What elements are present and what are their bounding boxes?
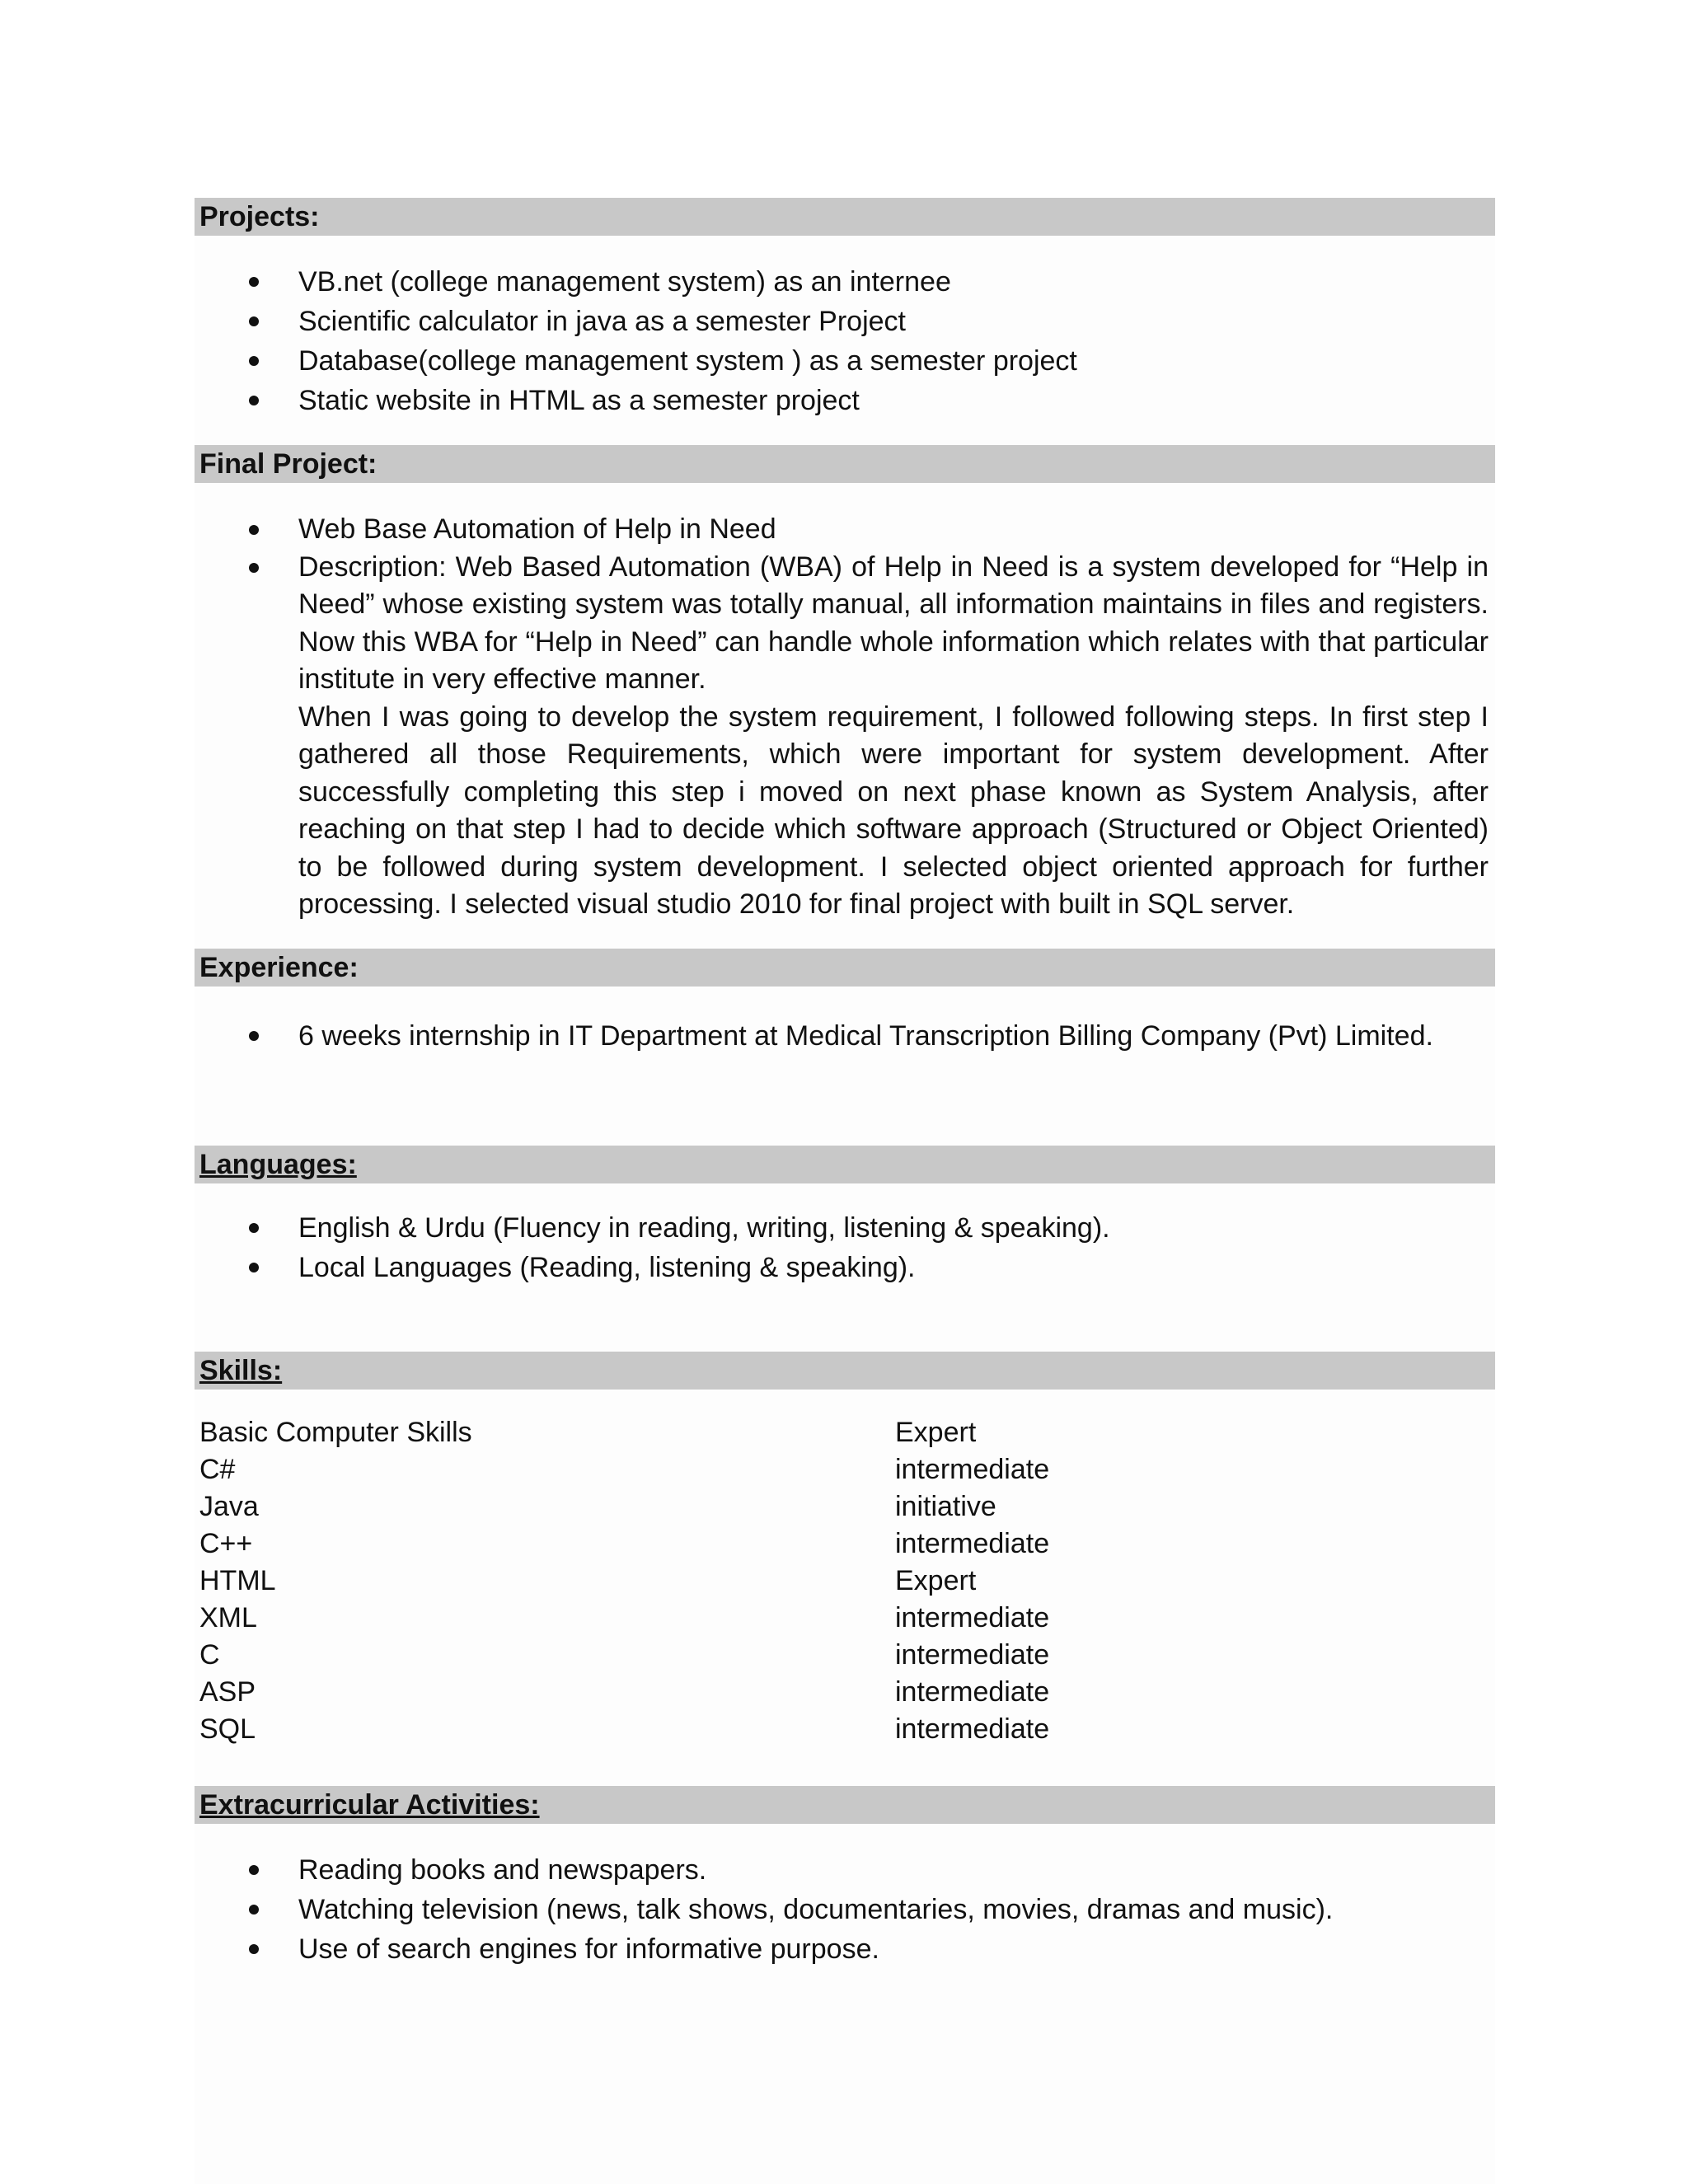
table-row [199, 1488, 1271, 1526]
final-project-header-label: Final Project: [199, 448, 377, 480]
skill-level: initiative [895, 1491, 996, 1522]
bullet-icon [249, 277, 259, 287]
project-item: Scientific calculator in java as a semester Project [298, 306, 906, 337]
project-item: Static website in HTML as a semester project [298, 385, 860, 416]
bullet-icon [249, 396, 259, 405]
list-item [195, 341, 1495, 381]
bullet-icon [249, 356, 259, 366]
list-item [195, 1208, 1495, 1248]
table-row [199, 1526, 1271, 1563]
extracurricular-header [195, 1786, 1495, 1824]
bullet-icon [249, 563, 259, 573]
list-item [195, 381, 1495, 420]
bullet-icon [249, 525, 259, 535]
table-row [199, 1451, 1271, 1488]
skills-table [199, 1414, 1271, 1748]
final-project-description-2: When I was going to develop the system requirement, I followed following steps. In first step I gathered all those Requirements, which were important for system development. After successfully completing this step i moved on next phase known as System Analysis, after reaching on that step I had to decide which software approach (Structured or Object Oriented) to be followed during system development. I selected object oriented approach for further processing. I selected visual studio 2010 for final project with built in SQL server. [298, 701, 1489, 920]
skill-level: intermediate [895, 1602, 1050, 1633]
experience-header [195, 949, 1495, 987]
extracurricular-list [195, 1850, 1495, 1969]
skill-level: Expert [895, 1417, 977, 1448]
skill-level: intermediate [895, 1528, 1050, 1559]
skill-name: Java [199, 1491, 259, 1522]
skill-name: XML [199, 1602, 257, 1633]
table-row [199, 1414, 1271, 1451]
table-row [199, 1563, 1271, 1600]
bullet-icon [249, 1031, 259, 1041]
experience-list [195, 1016, 1495, 1056]
list-item [195, 1929, 1495, 1969]
list-item [195, 549, 1495, 924]
table-row [199, 1637, 1271, 1674]
skill-name: C# [199, 1454, 236, 1485]
extracurricular-header-label: Extracurricular Activities: [199, 1789, 540, 1821]
languages-header-label: Languages: [199, 1149, 357, 1180]
list-item [195, 1850, 1495, 1890]
list-item [195, 1016, 1495, 1056]
experience-item: 6 weeks internship in IT Department at Medical Transcription Billing Company (Pvt) Limited. [298, 1020, 1433, 1052]
skills-header-label: Skills: [199, 1355, 283, 1386]
list-item [195, 1890, 1495, 1929]
skill-level: Expert [895, 1565, 977, 1596]
bullet-icon [249, 1905, 259, 1915]
skill-name: Basic Computer Skills [199, 1417, 472, 1448]
final-project-title: Web Base Automation of Help in Need [298, 513, 776, 545]
skill-name: C++ [199, 1528, 253, 1559]
skill-name: HTML [199, 1565, 276, 1596]
language-item: English & Urdu (Fluency in reading, writing, listening & speaking). [298, 1212, 1110, 1244]
projects-header-label: Projects: [199, 201, 320, 232]
skill-name: SQL [199, 1713, 256, 1745]
list-item [195, 1248, 1495, 1287]
bullet-icon [249, 1223, 259, 1233]
skill-level: intermediate [895, 1713, 1050, 1745]
table-row [199, 1674, 1271, 1711]
languages-header [195, 1146, 1495, 1183]
skill-level: intermediate [895, 1676, 1050, 1708]
bullet-icon [249, 316, 259, 326]
projects-list [195, 262, 1495, 420]
skill-level: intermediate [895, 1454, 1050, 1485]
table-row [199, 1711, 1271, 1748]
bullet-icon [249, 1944, 259, 1954]
projects-header [195, 198, 1495, 236]
skill-level: intermediate [895, 1639, 1050, 1671]
table-row [199, 1600, 1271, 1637]
project-item: VB.net (college management system) as an internee [298, 266, 951, 298]
project-item: Database(college management system ) as a semester project [298, 345, 1077, 377]
experience-header-label: Experience: [199, 952, 359, 983]
skill-name: ASP [199, 1676, 256, 1708]
activity-item: Use of search engines for informative purpose. [298, 1933, 879, 1965]
skills-header [195, 1352, 1495, 1390]
list-item [195, 511, 1495, 549]
languages-list [195, 1208, 1495, 1287]
final-project-description-1: Description: Web Based Automation (WBA) of Help in Need is a system developed for “Help in Need” whose existing system was totally manual, all information maintains in files and registers. Now this WBA for “Help in Need” can handle whole information which relates with that particular institute in very effective manner. [298, 551, 1489, 695]
activity-item: Watching television (news, talk shows, documentaries, movies, dramas and music). [298, 1894, 1334, 1925]
skill-name: C [199, 1639, 220, 1671]
bullet-icon [249, 1865, 259, 1875]
list-item [195, 302, 1495, 341]
bullet-icon [249, 1263, 259, 1272]
activity-item: Reading books and newspapers. [298, 1854, 707, 1886]
final-project-list [195, 511, 1495, 924]
language-item: Local Languages (Reading, listening & speaking). [298, 1252, 916, 1283]
list-item [195, 262, 1495, 302]
final-project-header [195, 445, 1495, 483]
